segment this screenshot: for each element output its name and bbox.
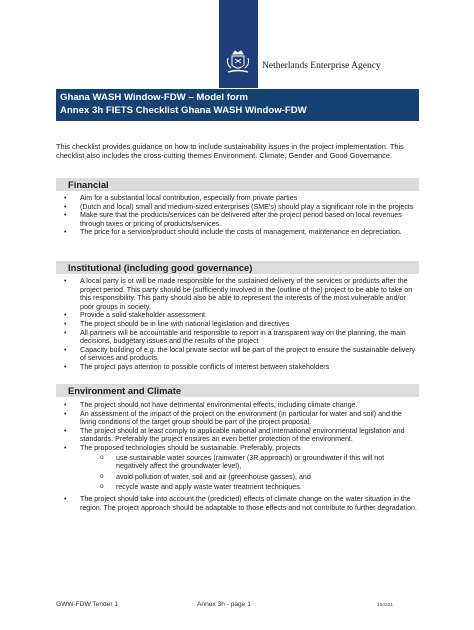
list-item: • Make sure that the products/services can be delivered after the project period based on local revenues through taxes or pricing of products/services. xyxy=(56,211,418,228)
list-item: • The project should be in line with national legislation and directives xyxy=(56,320,418,329)
logo-header xyxy=(0,0,474,88)
sub-list-item: o use sustainable water sources (rainwater (3R approach) or groundwater if this will not negatively affect the groundwater level), xyxy=(80,454,418,471)
logo-strip xyxy=(219,0,258,88)
list-item: • The project should not have detrimental environmental effects, including climate change. xyxy=(56,401,418,410)
footer-page: Annex 3h - page 1 xyxy=(197,601,251,608)
footer-left: GWW-FDW Tender 1 xyxy=(56,601,119,608)
list-item xyxy=(56,444,418,492)
list-item: • Capacity building of e.g. the local private sector will be part of the project to ensure the sustainable delivery of services and products. xyxy=(56,346,418,363)
sub-list-item: o avoid pollution of water, soil and air (greenhouse gasses), and xyxy=(80,473,418,482)
crest-icon xyxy=(224,50,252,76)
section-heading-financial: Financial xyxy=(56,178,419,191)
section-heading-environment: Environment and Climate xyxy=(56,384,419,397)
sub-list xyxy=(80,454,418,492)
title-line-1: Ghana WASH Window-FDW – Model form xyxy=(60,92,249,103)
intro-paragraph: This checklist provides guidance on how to include sustainability issues in the project implementation. This checklist also includes the cross-cutting themes Environment. Climate, Gender and Good Governance. xyxy=(56,142,404,161)
environment-list xyxy=(56,401,418,512)
list-item-text: The proposed technologies should be sustainable. Preferably, projects xyxy=(80,443,301,452)
list-item: • A local party is or will be made responsible for the sustained delivery of the services or products after the project period. This party should be (sufficiently involved in the (outline of the) project to be able to take on this responsibility. This party should also be able to represent the interests of the most vulnerable and/or poor groups in society. xyxy=(56,277,418,311)
footer-code: 150331 xyxy=(377,603,394,608)
list-item: • The project should take into account the (predicted) effects of climate change on the water situation in the region. The project approach should be adaptable to those effects and not contribute to further degradation. xyxy=(56,495,418,512)
list-item: • (Dutch and local) small and medium-sized enterprises (SME’s) should play a significant role in the projects xyxy=(56,203,418,212)
sub-list-item: o recycle waste and apply waste water treatment techniques. xyxy=(80,483,418,492)
list-item: • The project pays attention to possible conflicts of interest between stakeholders xyxy=(56,363,418,372)
section-heading-institutional: Institutional (including good governance) xyxy=(56,261,419,274)
list-item: • All partners will be accountable and responsible to report in a transparent way on the planning, the main decisions, budgetary issues and the results of the project xyxy=(56,329,418,346)
financial-list xyxy=(56,194,418,237)
list-item: • The price for a service/product should include the costs of management, maintenance en depreciation. xyxy=(56,228,418,237)
institutional-list xyxy=(56,277,418,372)
list-item: • Aim for a substantial local contribution, especially from private parties xyxy=(56,194,418,203)
title-line-2: Annex 3h FIETS Checklist Ghana WASH Window-FDW xyxy=(60,105,307,116)
document-title-band xyxy=(56,89,419,121)
agency-name: Netherlands Enterprise Agency xyxy=(262,61,381,71)
list-item: • The project should at least comply to applicable national and international environmental legislation and standards. Preferably the project ensures an even better protection of the environment. xyxy=(56,427,418,444)
list-item: • Provide a solid stakeholder assessment. xyxy=(56,311,418,320)
list-item: • An assessment of the impact of the project on the environment (in particular for water and soil) and the living conditions of the target group should be part of the project proposal. xyxy=(56,410,418,427)
